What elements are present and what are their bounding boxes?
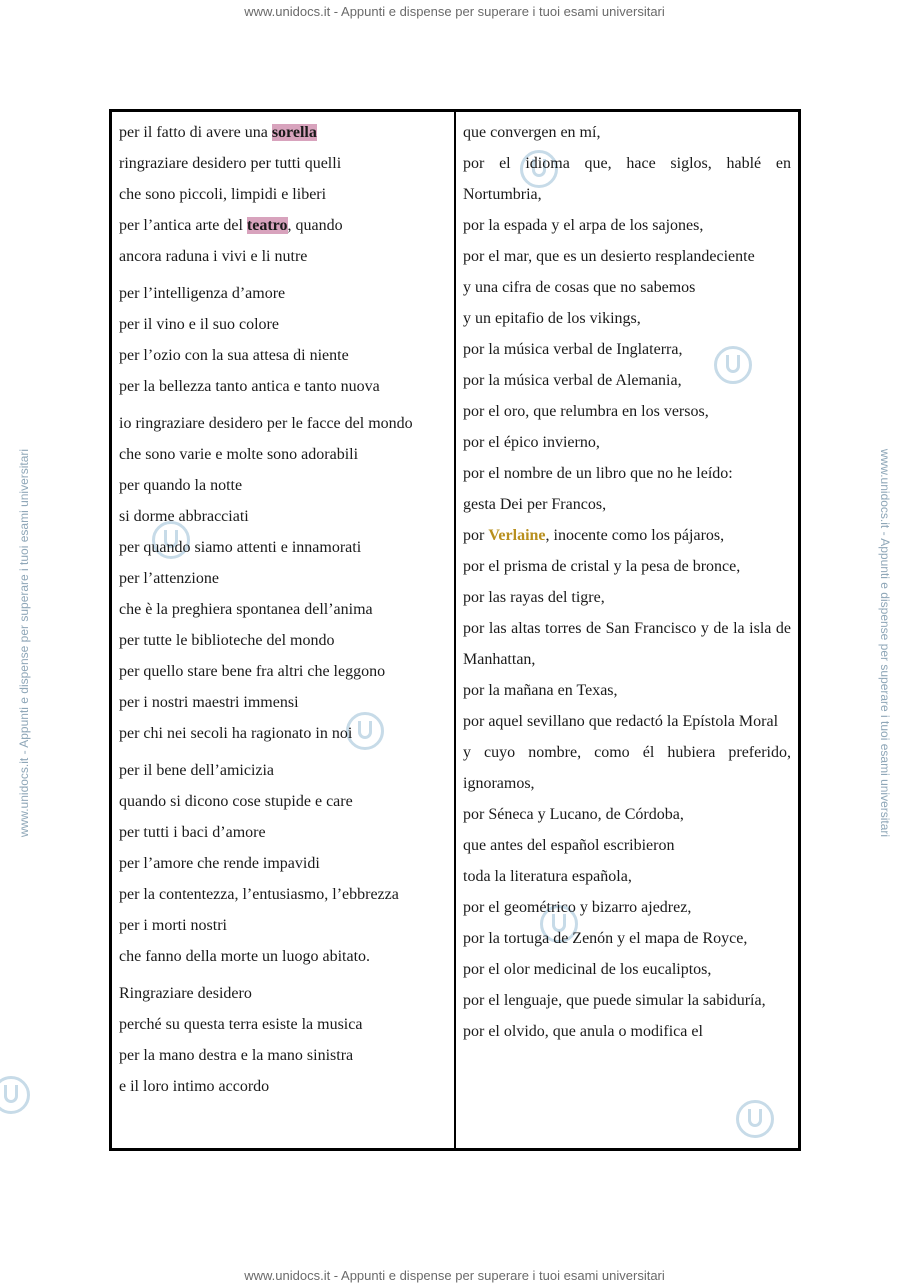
spanish-verse-line: gesta Dei per Francos, (463, 496, 607, 513)
italian-verse-line: per l’attenzione (119, 570, 219, 587)
spanish-verse-line: por el idioma que, hace siglos, hablé en Nortumbria, (463, 155, 791, 203)
spanish-verse-line: por la espada y el arpa de los sajones, (463, 217, 704, 234)
spanish-verse-line: por las altas torres de San Francisco y de la isla de Manhattan, (463, 620, 791, 668)
italian-verse-line: si dorme abbracciati (119, 508, 249, 525)
italian-verse-line: per la bellezza tanto antica e tanto nuova (119, 378, 380, 395)
italian-verse-line: ringraziare desidero per tutti quelli (119, 155, 342, 172)
spanish-verse-line: por la mañana en Texas, (463, 682, 618, 699)
italian-verse-line: per il bene dell’amicizia (119, 762, 275, 779)
header-watermark: www.unidocs.it - Appunti e dispense per superare i tuoi esami universitari (244, 4, 665, 19)
italian-verse-line: per il fatto di avere una sorella (119, 124, 317, 141)
italian-stanza (119, 117, 448, 272)
right-side-watermark: www.unidocs.it - Appunti e dispense per superare i tuoi esami universitari (878, 448, 892, 838)
highlighted-word: teatro (246, 217, 288, 234)
italian-verse-line: quando si dicono cose stupide e care (119, 793, 353, 810)
spanish-verse-line: por el lenguaje, que puede simular la sabiduría, (463, 992, 766, 1009)
italian-stanza (119, 278, 448, 402)
italian-stanza (119, 408, 448, 749)
footer-watermark: www.unidocs.it - Appunti e dispense per superare i tuoi esami universitari (244, 1268, 665, 1283)
italian-verse-line: per l’ozio con la sua attesa di niente (119, 347, 349, 364)
highlighted-word: Verlaine (488, 527, 546, 544)
spanish-verse-line: por el olvido, que anula o modifica el (463, 1023, 703, 1040)
italian-verse-line: e il loro intimo accordo (119, 1078, 270, 1095)
italian-verse-line: per la contentezza, l’entusiasmo, l’ebbrezza (119, 886, 399, 903)
spanish-verse-line: y cuyo nombre, como él hubiera preferido, ignoramos, (463, 744, 791, 792)
spanish-verse-line: por el geométrico y bizarro ajedrez, (463, 899, 692, 916)
spanish-verse-line: por la música verbal de Alemania, (463, 372, 682, 389)
spanish-verse-line: por el mar, que es un desierto resplandeciente (463, 248, 755, 265)
spanish-verse-line: y una cifra de cosas que no sabemos (463, 279, 696, 296)
italian-verse-line: che sono piccoli, limpidi e liberi (119, 186, 327, 203)
spanish-verse-line: que antes del español escribieron (463, 837, 675, 854)
poem-table (109, 109, 801, 1151)
italian-verse-line: che sono varie e molte sono adorabili (119, 446, 359, 463)
spanish-verse-line: por el olor medicinal de los eucaliptos, (463, 961, 712, 978)
highlighted-word: sorella (271, 124, 317, 141)
spanish-verse-line: por el nombre de un libro que no he leído: (463, 465, 733, 482)
italian-verse-line: per l’amore che rende impavidi (119, 855, 320, 872)
italian-stanza (119, 978, 448, 1102)
spanish-verse-line: por aquel sevillano que redactó la Epístola Moral (463, 713, 779, 730)
spanish-verse-line: por Verlaine, inocente como los pájaros, (463, 527, 725, 544)
italian-verse-line: per tutte le biblioteche del mondo (119, 632, 335, 649)
spanish-verse-line: y un epitafio de los vikings, (463, 310, 641, 327)
italian-verse-line: per i nostri maestri immensi (119, 694, 299, 711)
spanish-verse-line: por la música verbal de Inglaterra, (463, 341, 683, 358)
italian-verse-line: per l’antica arte del teatro, quando (119, 217, 343, 234)
italian-verse-line: che è la preghiera spontanea dell’anima (119, 601, 373, 618)
italian-verse-line: per chi nei secoli ha ragionato in noi (119, 725, 353, 742)
italian-verse-line: io ringraziare desidero per le facce del mondo (119, 415, 413, 432)
spanish-verse-line: que convergen en mí, (463, 124, 601, 141)
left-side-watermark: www.unidocs.it - Appunti e dispense per superare i tuoi esami universitari (17, 448, 31, 838)
italian-stanza (119, 755, 448, 972)
italian-verse-line: per quando la notte (119, 477, 243, 494)
italian-verse-line: per quando siamo attenti e innamorati (119, 539, 362, 556)
italian-verse-line: che fanno della morte un luogo abitato. (119, 948, 371, 965)
italian-verse-line: per i morti nostri (119, 917, 227, 934)
spanish-verse-line: por el oro, que relumbra en los versos, (463, 403, 709, 420)
italian-verse-line: per la mano destra e la mano sinistra (119, 1047, 354, 1064)
italian-verse-line: Ringraziare desidero (119, 985, 252, 1002)
spanish-verse-line: por las rayas del tigre, (463, 589, 605, 606)
spanish-verse-line: por el prisma de cristal y la pesa de bronce, (463, 558, 741, 575)
italian-column (112, 112, 456, 1148)
watermark-logo-icon (0, 1076, 30, 1114)
italian-verse-line: per tutti i baci d’amore (119, 824, 266, 841)
italian-verse-line: ancora raduna i vivi e li nutre (119, 248, 308, 265)
spanish-verse-line: por Séneca y Lucano, de Córdoba, (463, 806, 684, 823)
italian-verse-line: per il vino e il suo colore (119, 316, 279, 333)
spanish-verse-line: por el épico invierno, (463, 434, 600, 451)
spanish-column (456, 112, 798, 1148)
italian-verse-line: perché su questa terra esiste la musica (119, 1016, 363, 1033)
italian-verse-line: per quello stare bene fra altri che leggono (119, 663, 386, 680)
spanish-verse-line: por la tortuga de Zenón y el mapa de Royce, (463, 930, 748, 947)
italian-verse-line: per l’intelligenza d’amore (119, 285, 286, 302)
spanish-verse-line: toda la literatura española, (463, 868, 632, 885)
